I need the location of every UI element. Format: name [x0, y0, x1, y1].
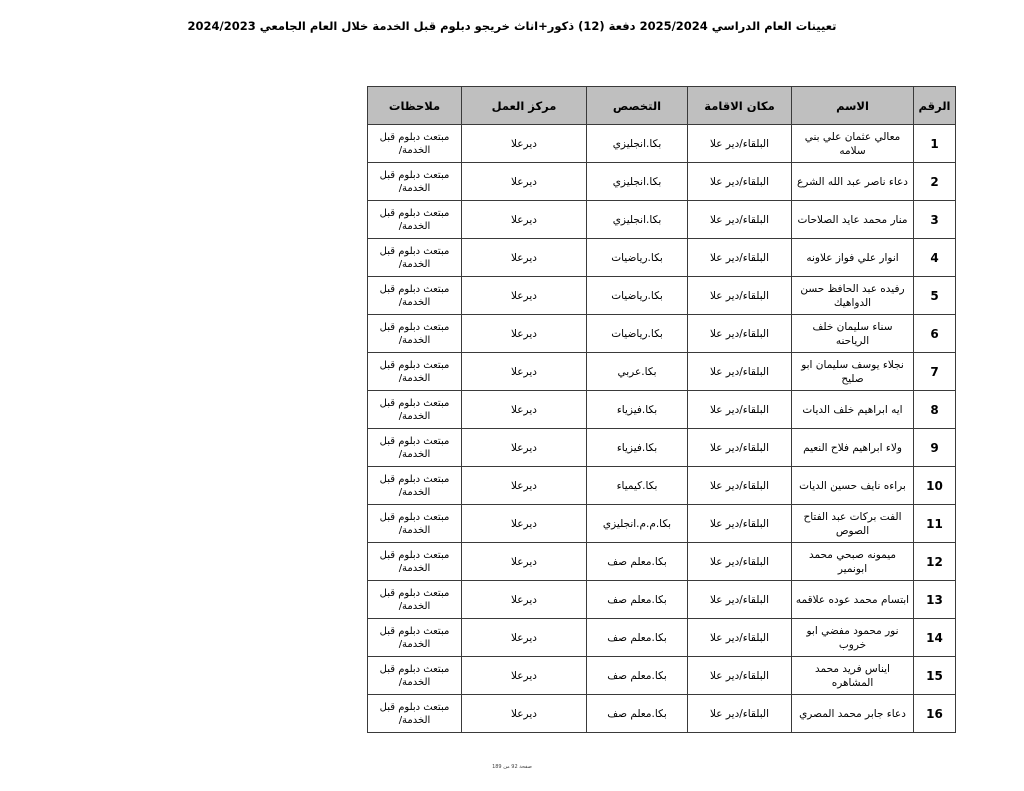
cell-number: 10	[914, 467, 956, 505]
cell-specialization: بكا.انجليزي	[587, 125, 688, 163]
table-body	[368, 125, 956, 733]
cell-notes: مبتعث دبلوم قبل الخدمة/	[368, 581, 462, 619]
appointments-table	[367, 86, 956, 733]
table-row	[368, 619, 956, 657]
cell-notes: مبتعث دبلوم قبل الخدمة/	[368, 657, 462, 695]
cell-work-center: ديرعلا	[462, 695, 587, 733]
cell-name: معالي عثمان علي بني سلامه	[792, 125, 914, 163]
cell-residence: البلقاء/دير علا	[688, 505, 792, 543]
cell-work-center: ديرعلا	[462, 277, 587, 315]
table-row	[368, 467, 956, 505]
table-row	[368, 391, 956, 429]
cell-number: 1	[914, 125, 956, 163]
cell-specialization: بكا.معلم صف	[587, 657, 688, 695]
cell-residence: البلقاء/دير علا	[688, 657, 792, 695]
cell-residence: البلقاء/دير علا	[688, 695, 792, 733]
cell-notes: مبتعث دبلوم قبل الخدمة/	[368, 391, 462, 429]
cell-number: 16	[914, 695, 956, 733]
cell-specialization: بكا.فيزياء	[587, 391, 688, 429]
cell-number: 13	[914, 581, 956, 619]
cell-specialization: بكا.عربي	[587, 353, 688, 391]
header-name: الاسم	[792, 87, 914, 125]
cell-number: 2	[914, 163, 956, 201]
cell-work-center: ديرعلا	[462, 543, 587, 581]
cell-specialization: بكا.رياضيات	[587, 315, 688, 353]
cell-name: ابتسام محمد عوده علاقمه	[792, 581, 914, 619]
cell-number: 11	[914, 505, 956, 543]
cell-specialization: بكا.انجليزي	[587, 201, 688, 239]
table-row	[368, 695, 956, 733]
cell-specialization: بكا.رياضيات	[587, 239, 688, 277]
cell-number: 3	[914, 201, 956, 239]
table-row	[368, 239, 956, 277]
cell-notes: مبتعث دبلوم قبل الخدمة/	[368, 505, 462, 543]
cell-name: ايناس فريد محمد المشاهره	[792, 657, 914, 695]
page-number-footer: صفحة 92 من 189	[492, 764, 532, 770]
cell-name: نجلاء يوسف سليمان ابو صليح	[792, 353, 914, 391]
cell-name: سناء سليمان خلف الرياحنه	[792, 315, 914, 353]
header-work-center: مركز العمل	[462, 87, 587, 125]
cell-work-center: ديرعلا	[462, 239, 587, 277]
cell-specialization: بكا.معلم صف	[587, 581, 688, 619]
cell-work-center: ديرعلا	[462, 429, 587, 467]
cell-name: رفيده عبد الحافظ حسن الدواهيك	[792, 277, 914, 315]
cell-name: منار محمد عايد الصلاحات	[792, 201, 914, 239]
cell-work-center: ديرعلا	[462, 505, 587, 543]
table-row	[368, 543, 956, 581]
cell-notes: مبتعث دبلوم قبل الخدمة/	[368, 353, 462, 391]
cell-name: دعاء جابر محمد المصري	[792, 695, 914, 733]
cell-residence: البلقاء/دير علا	[688, 353, 792, 391]
cell-name: دعاء ناصر عبد الله الشرع	[792, 163, 914, 201]
table-header	[368, 87, 956, 125]
header-number: الرقم	[914, 87, 956, 125]
header-specialization: التخصص	[587, 87, 688, 125]
appointments-table-container	[367, 86, 955, 733]
cell-number: 7	[914, 353, 956, 391]
cell-residence: البلقاء/دير علا	[688, 315, 792, 353]
cell-name: براءه نايف حسين الديات	[792, 467, 914, 505]
cell-notes: مبتعث دبلوم قبل الخدمة/	[368, 619, 462, 657]
cell-work-center: ديرعلا	[462, 467, 587, 505]
cell-number: 4	[914, 239, 956, 277]
cell-notes: مبتعث دبلوم قبل الخدمة/	[368, 125, 462, 163]
cell-work-center: ديرعلا	[462, 353, 587, 391]
cell-number: 6	[914, 315, 956, 353]
cell-notes: مبتعث دبلوم قبل الخدمة/	[368, 543, 462, 581]
cell-notes: مبتعث دبلوم قبل الخدمة/	[368, 201, 462, 239]
cell-residence: البلقاء/دير علا	[688, 125, 792, 163]
table-row	[368, 429, 956, 467]
header-notes: ملاحظات	[368, 87, 462, 125]
cell-residence: البلقاء/دير علا	[688, 581, 792, 619]
cell-specialization: بكا.كيمياء	[587, 467, 688, 505]
cell-specialization: بكا.م.م.انجليزي	[587, 505, 688, 543]
cell-residence: البلقاء/دير علا	[688, 619, 792, 657]
cell-name: الفت بركات عبد الفتاح الصوص	[792, 505, 914, 543]
document-title: تعيينات العام الدراسي 2025/2024 دفعة (12) ذكور+اناث خريجو دبلوم قبل الخدمة خلال العام الجامعي 2024/2023	[187, 19, 837, 33]
cell-name: ميمونه صبحي محمد ابونمير	[792, 543, 914, 581]
cell-number: 9	[914, 429, 956, 467]
cell-work-center: ديرعلا	[462, 163, 587, 201]
cell-residence: البلقاء/دير علا	[688, 239, 792, 277]
cell-residence: البلقاء/دير علا	[688, 543, 792, 581]
cell-number: 15	[914, 657, 956, 695]
cell-specialization: بكا.معلم صف	[587, 619, 688, 657]
cell-specialization: بكا.معلم صف	[587, 695, 688, 733]
cell-notes: مبتعث دبلوم قبل الخدمة/	[368, 429, 462, 467]
cell-work-center: ديرعلا	[462, 391, 587, 429]
cell-residence: البلقاء/دير علا	[688, 467, 792, 505]
table-row	[368, 315, 956, 353]
table-row	[368, 581, 956, 619]
table-row	[368, 201, 956, 239]
cell-name: انوار علي فواز علاونه	[792, 239, 914, 277]
cell-work-center: ديرعلا	[462, 315, 587, 353]
table-row	[368, 505, 956, 543]
table-row	[368, 125, 956, 163]
cell-specialization: بكا.فيزياء	[587, 429, 688, 467]
cell-notes: مبتعث دبلوم قبل الخدمة/	[368, 695, 462, 733]
cell-number: 8	[914, 391, 956, 429]
cell-work-center: ديرعلا	[462, 619, 587, 657]
cell-notes: مبتعث دبلوم قبل الخدمة/	[368, 163, 462, 201]
table-row	[368, 353, 956, 391]
table-row	[368, 657, 956, 695]
cell-name: نور محمود مفضي ابو خروب	[792, 619, 914, 657]
cell-notes: مبتعث دبلوم قبل الخدمة/	[368, 467, 462, 505]
header-row	[368, 87, 956, 125]
cell-notes: مبتعث دبلوم قبل الخدمة/	[368, 315, 462, 353]
cell-number: 5	[914, 277, 956, 315]
cell-work-center: ديرعلا	[462, 201, 587, 239]
cell-notes: مبتعث دبلوم قبل الخدمة/	[368, 239, 462, 277]
cell-residence: البلقاء/دير علا	[688, 391, 792, 429]
header-residence: مكان الاقامة	[688, 87, 792, 125]
cell-residence: البلقاء/دير علا	[688, 429, 792, 467]
cell-specialization: بكا.رياضيات	[587, 277, 688, 315]
cell-residence: البلقاء/دير علا	[688, 201, 792, 239]
table-row	[368, 163, 956, 201]
cell-number: 14	[914, 619, 956, 657]
cell-specialization: بكا.انجليزي	[587, 163, 688, 201]
cell-name: ولاء ابراهيم فلاح النعيم	[792, 429, 914, 467]
table-row	[368, 277, 956, 315]
cell-name: ايه ابراهيم خلف الديات	[792, 391, 914, 429]
cell-residence: البلقاء/دير علا	[688, 163, 792, 201]
cell-work-center: ديرعلا	[462, 125, 587, 163]
cell-specialization: بكا.معلم صف	[587, 543, 688, 581]
cell-notes: مبتعث دبلوم قبل الخدمة/	[368, 277, 462, 315]
cell-residence: البلقاء/دير علا	[688, 277, 792, 315]
cell-number: 12	[914, 543, 956, 581]
cell-work-center: ديرعلا	[462, 581, 587, 619]
cell-work-center: ديرعلا	[462, 657, 587, 695]
